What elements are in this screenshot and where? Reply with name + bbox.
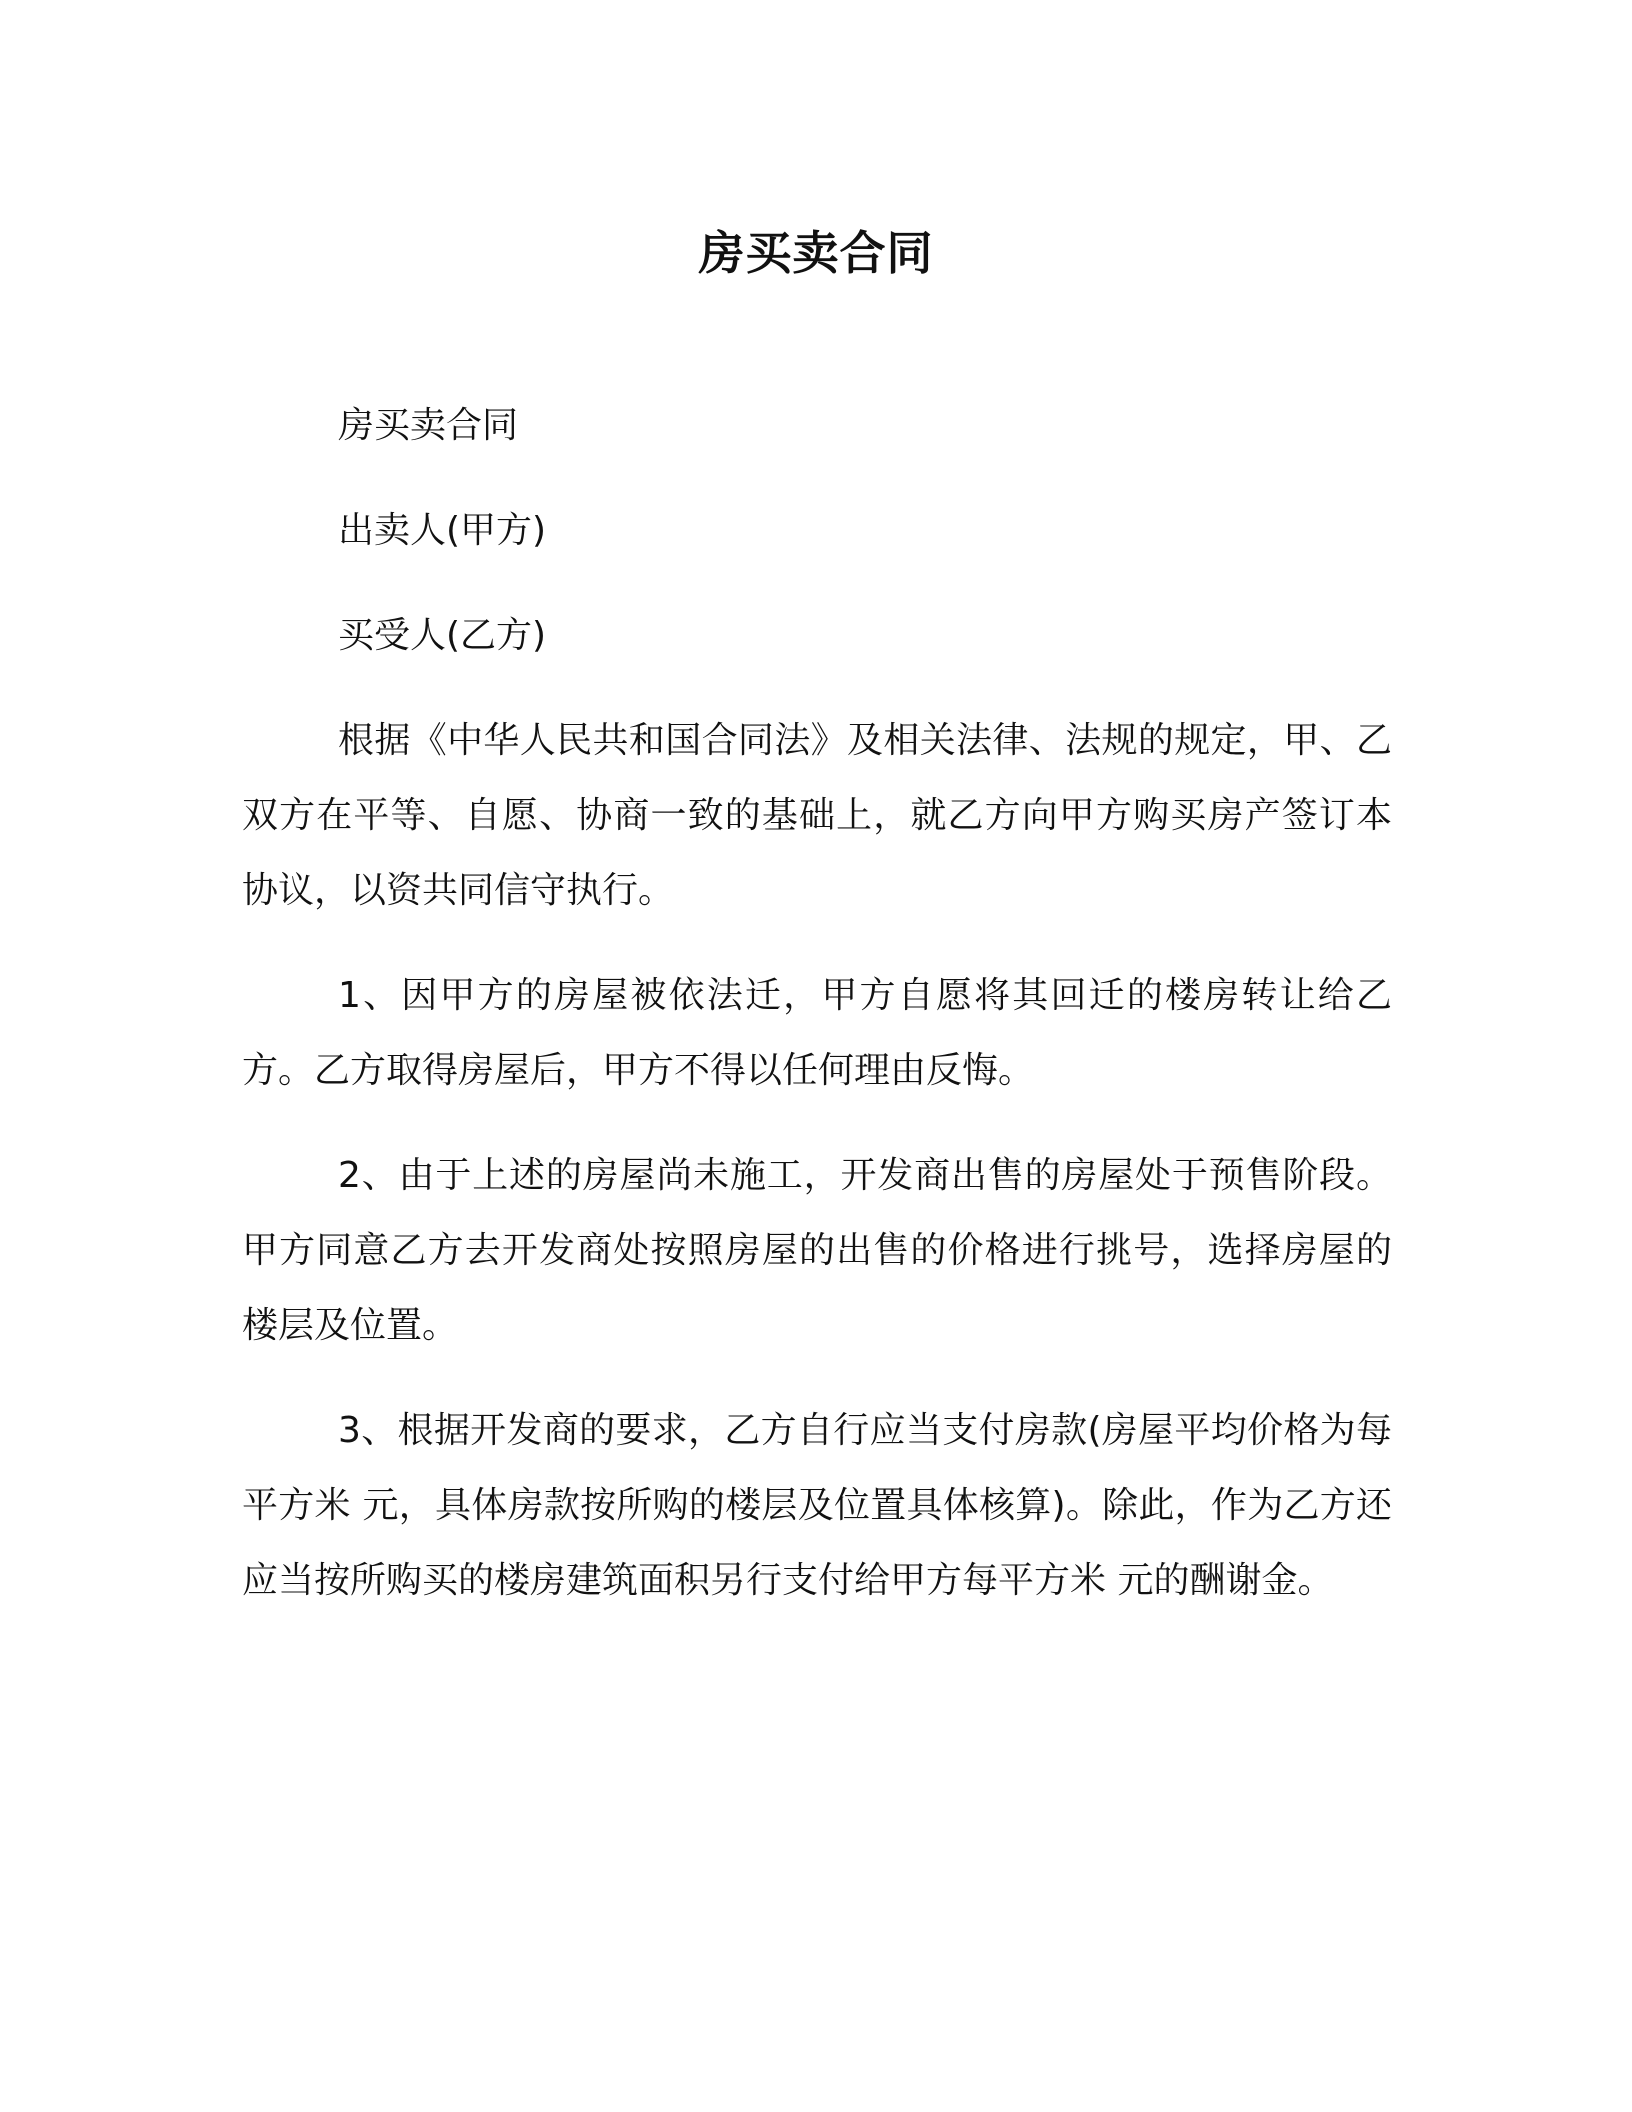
document-title: 房买卖合同 — [698, 226, 934, 280]
heading-line: 房买卖合同 — [338, 405, 519, 446]
clause-2-paragraph: 2、由于上述的房屋尚未施工，开发商出售的房屋处于预售阶段。甲方同意乙方去开发商处按照房屋的出售的价格进行挑号，选择房屋的楼层及位置。 — [242, 1155, 1392, 1346]
seller-line: 出卖人(甲方) — [338, 510, 547, 551]
buyer-line: 买受人(乙方) — [338, 615, 547, 656]
preamble-paragraph: 根据《中华人民共和国合同法》及相关法律、法规的规定，甲、乙双方在平等、自愿、协商一致的基础上，就乙方向甲方购买房产签订本协议，以资共同信守执行。 — [242, 720, 1392, 911]
document-body — [242, 388, 1392, 1618]
clause-1-paragraph: 1、因甲方的房屋被依法迁，甲方自愿将其回迁的楼房转让给乙方。乙方取得房屋后，甲方不得以任何理由反悔。 — [242, 975, 1392, 1091]
clause-3-paragraph: 3、根据开发商的要求，乙方自行应当支付房款(房屋平均价格为每平方米 元，具体房款按所购的楼层及位置具体核算)。除此，作为乙方还应当按所购买的楼房建筑面积另行支付给甲方每平方米 元的酬谢金。 — [242, 1410, 1392, 1601]
